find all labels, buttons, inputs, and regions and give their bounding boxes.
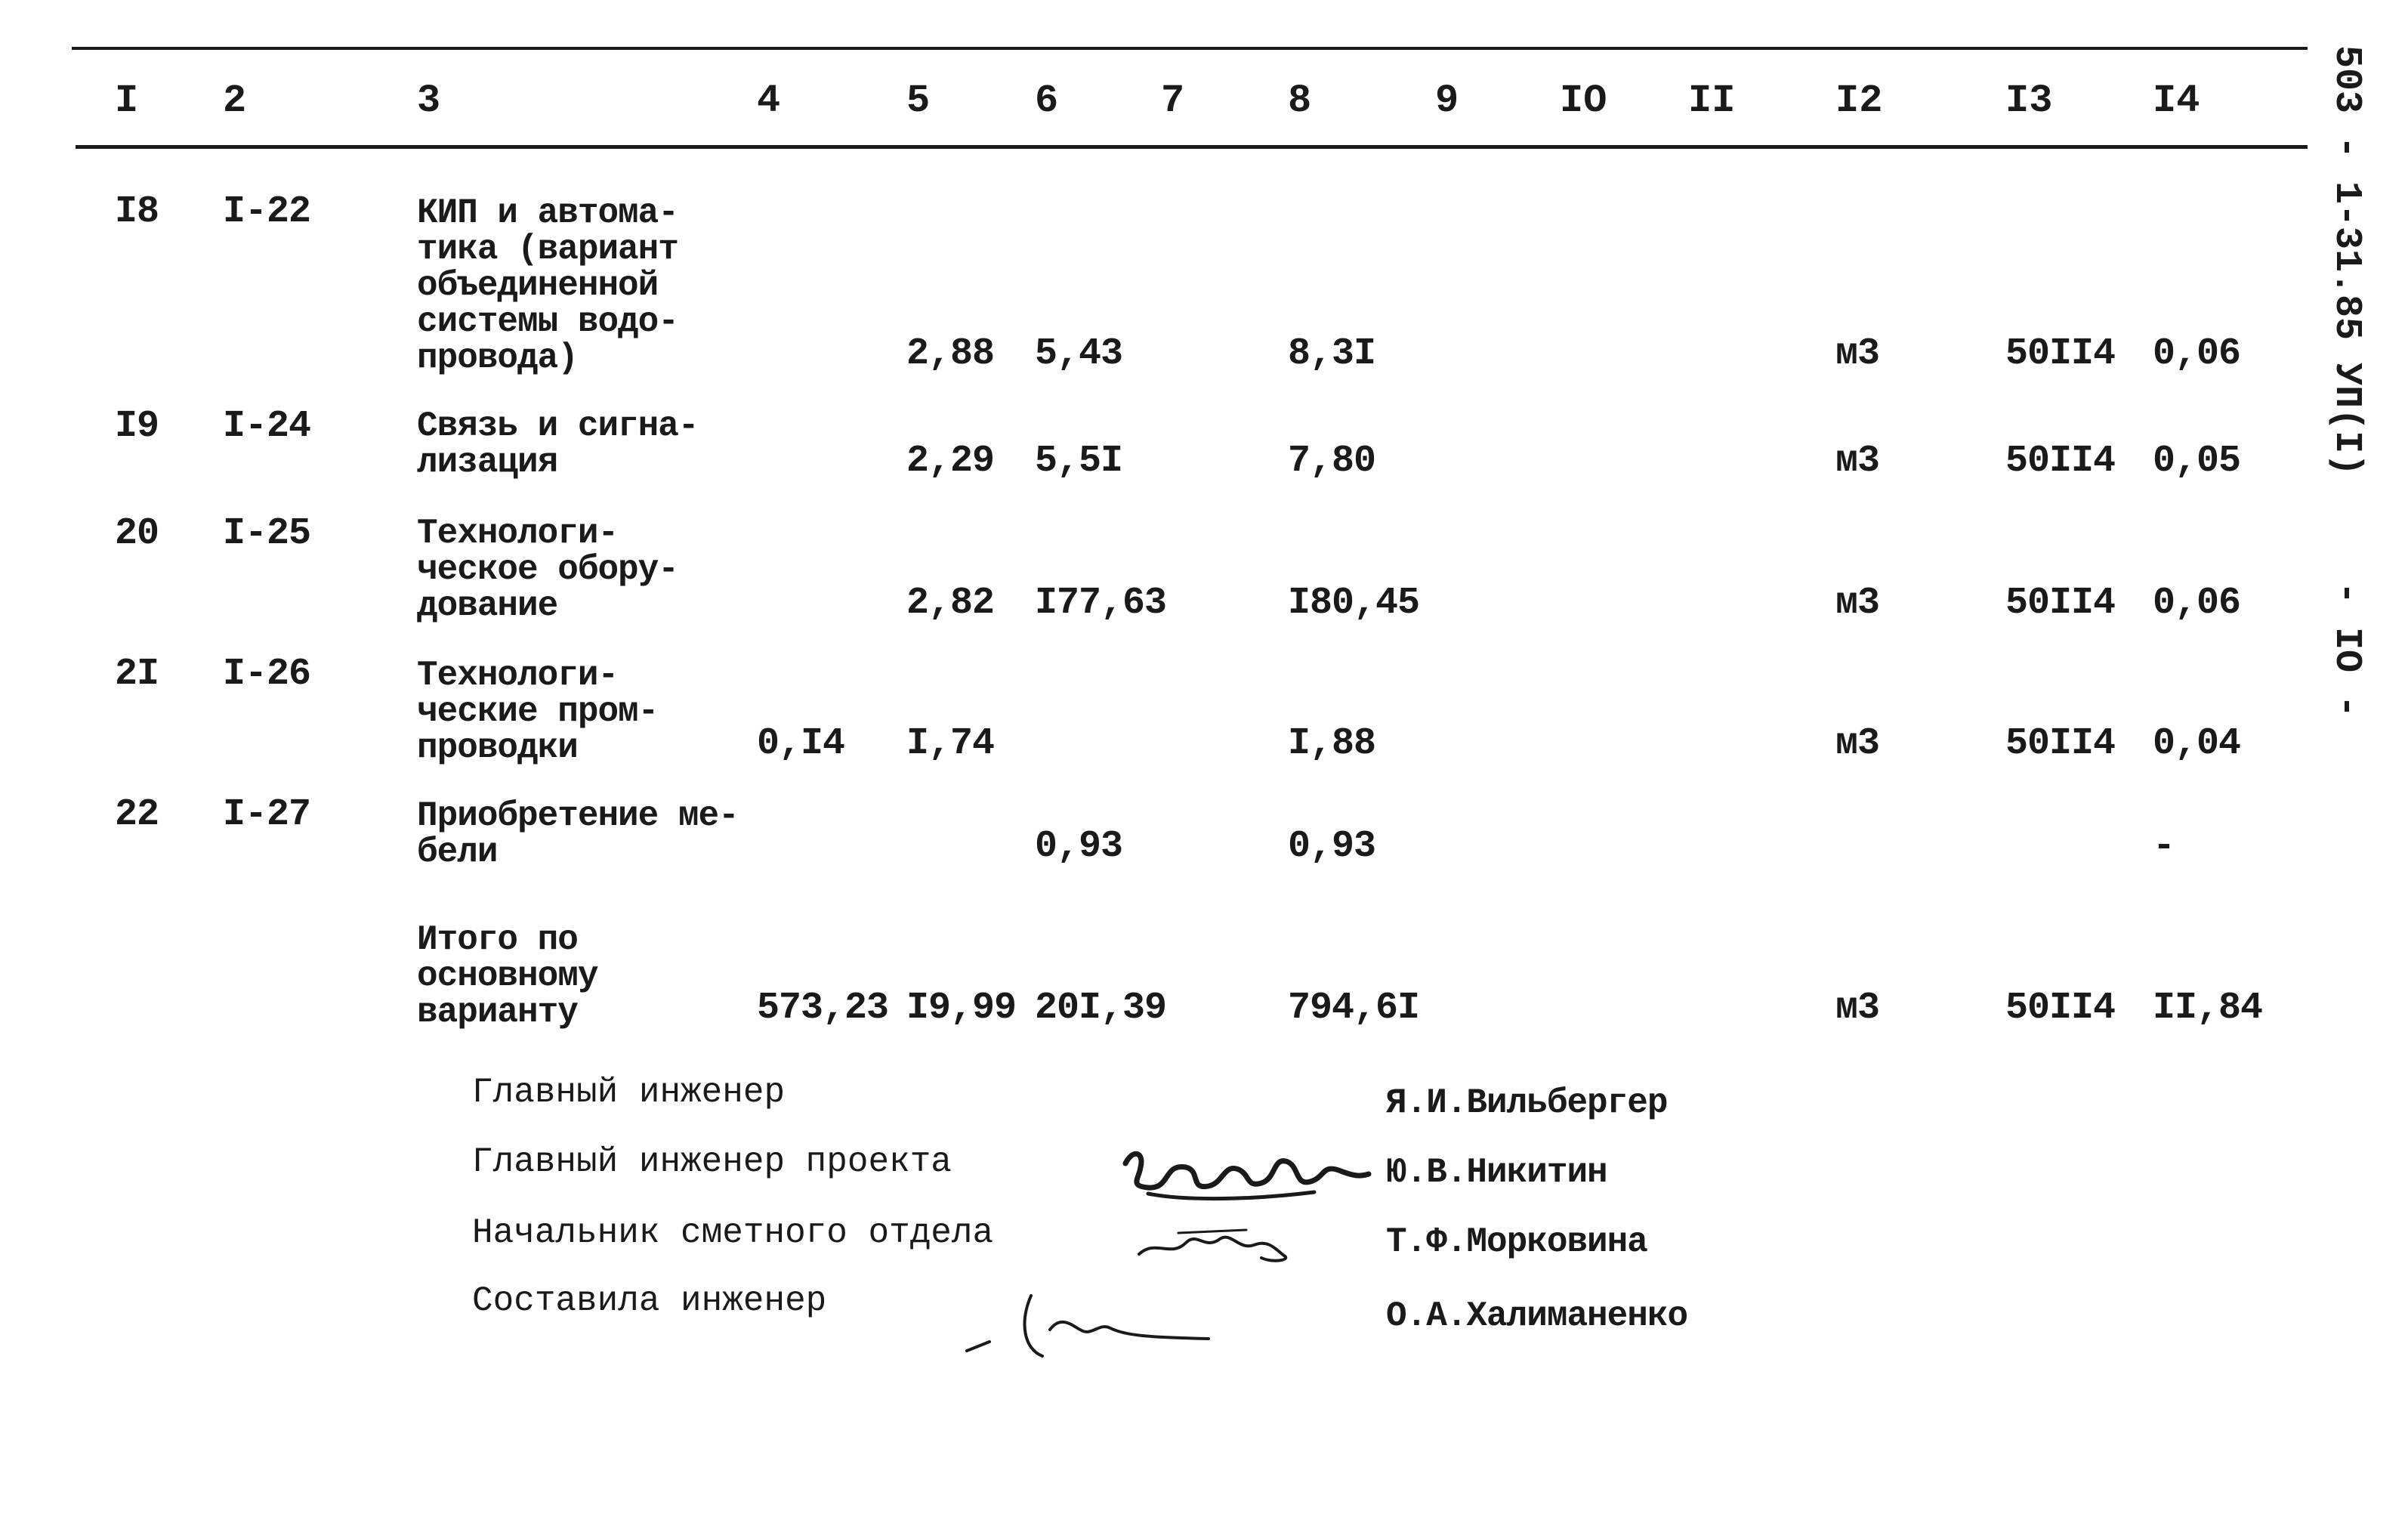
cell-col8: 8,3I xyxy=(1288,332,1376,375)
cell-col14: 0,06 xyxy=(2153,332,2241,375)
cell-col6: 0,93 xyxy=(1035,825,1123,868)
col-header-13: I3 xyxy=(2005,79,2053,123)
cell-col14: - xyxy=(2153,825,2175,868)
row-description: Технологи- ческое обору- дование xyxy=(417,514,678,626)
signatory-name: Я.И.Вильбергер xyxy=(1386,1083,1668,1123)
col-header-11: II xyxy=(1688,79,1736,123)
cell-col6: 20I,39 xyxy=(1035,987,1167,1030)
cell-col13: 50II4 xyxy=(2005,722,2116,765)
cell-col5: I9,99 xyxy=(906,987,1017,1030)
cell-col14: 0,06 xyxy=(2153,582,2241,625)
row-description: КИП и автома- тика (вариант объединенной системы водо- провода) xyxy=(417,193,678,378)
cell-col13: 50II4 xyxy=(2005,582,2116,625)
row-number: 20 xyxy=(115,512,159,555)
col-header-10: IO xyxy=(1560,79,1607,123)
col-header-4: 4 xyxy=(757,79,781,123)
cell-col8: 7,80 xyxy=(1288,440,1376,483)
cell-col8: I80,45 xyxy=(1288,582,1420,625)
cell-col4: 0,I4 xyxy=(757,722,845,765)
row-code: I-27 xyxy=(223,793,311,836)
col-header-14: I4 xyxy=(2153,79,2200,123)
cell-unit: м3 xyxy=(1835,332,1880,375)
signatory-title: Главный инженер xyxy=(472,1073,786,1112)
row-number: I8 xyxy=(115,190,159,233)
cell-col6: I77,63 xyxy=(1035,582,1167,625)
cell-col13: 50II4 xyxy=(2005,987,2116,1030)
cell-col13: 50II4 xyxy=(2005,440,2116,483)
col-header-6: 6 xyxy=(1035,79,1059,123)
cell-col14: 0,04 xyxy=(2153,722,2241,765)
row-code: I-26 xyxy=(223,653,311,696)
top-rule xyxy=(72,47,2308,50)
col-header-3: 3 xyxy=(417,79,441,123)
cell-unit: м3 xyxy=(1835,582,1880,625)
handwritten-signature-2 xyxy=(1133,1216,1307,1277)
cell-col6: 5,43 xyxy=(1035,332,1123,375)
row-code: I-22 xyxy=(223,190,311,233)
row-description: Связь и сигна- лизация xyxy=(417,406,699,482)
document-code: 503 - 1-31.85 УП(I) xyxy=(2325,45,2368,477)
signatory-name: О.А.Халиманенко xyxy=(1386,1296,1688,1336)
cell-col6: 5,5I xyxy=(1035,440,1123,483)
row-description: Приобретение ме- бели xyxy=(417,796,739,872)
cell-unit: м3 xyxy=(1835,440,1880,483)
row-description: Итого по основному варианту xyxy=(417,920,598,1032)
col-header-1: I xyxy=(115,79,139,123)
header-rule xyxy=(76,145,2308,149)
cell-col5: I,74 xyxy=(906,722,995,765)
signatory-title: Начальник сметного отдела xyxy=(472,1213,994,1253)
row-number: 2I xyxy=(115,653,159,696)
cell-col5: 2,88 xyxy=(906,332,995,375)
col-header-5: 5 xyxy=(906,79,931,123)
signatory-name: Т.Ф.Морковина xyxy=(1386,1222,1647,1262)
handwritten-signature-3 xyxy=(959,1284,1224,1367)
cell-col5: 2,29 xyxy=(906,440,995,483)
cell-col13: 50II4 xyxy=(2005,332,2116,375)
row-number: I9 xyxy=(115,405,159,448)
signatory-title: Главный инженер проекта xyxy=(472,1142,952,1182)
row-description: Технологи- ческие пром- проводки xyxy=(417,656,659,768)
row-code: I-24 xyxy=(223,405,311,448)
cell-col8: 0,93 xyxy=(1288,825,1376,868)
col-header-7: 7 xyxy=(1161,79,1185,123)
page-number: - IO - xyxy=(2325,582,2368,718)
cell-unit: м3 xyxy=(1835,987,1880,1030)
cell-col4: 573,23 xyxy=(757,987,889,1030)
signatory-title: Составила инженер xyxy=(472,1281,827,1321)
col-header-2: 2 xyxy=(223,79,247,123)
col-header-12: I2 xyxy=(1835,79,1883,123)
cell-col14: II,84 xyxy=(2153,987,2263,1030)
handwritten-signature-1 xyxy=(1118,1133,1375,1209)
col-header-9: 9 xyxy=(1435,79,1459,123)
cell-col5: 2,82 xyxy=(906,582,995,625)
row-code: I-25 xyxy=(223,512,311,555)
signatory-name: Ю.В.Никитин xyxy=(1386,1153,1607,1192)
cell-col8: 794,6I xyxy=(1288,987,1420,1030)
cell-col8: I,88 xyxy=(1288,722,1376,765)
col-header-8: 8 xyxy=(1288,79,1312,123)
row-number: 22 xyxy=(115,793,159,836)
cell-unit: м3 xyxy=(1835,722,1880,765)
cell-col14: 0,05 xyxy=(2153,440,2241,483)
